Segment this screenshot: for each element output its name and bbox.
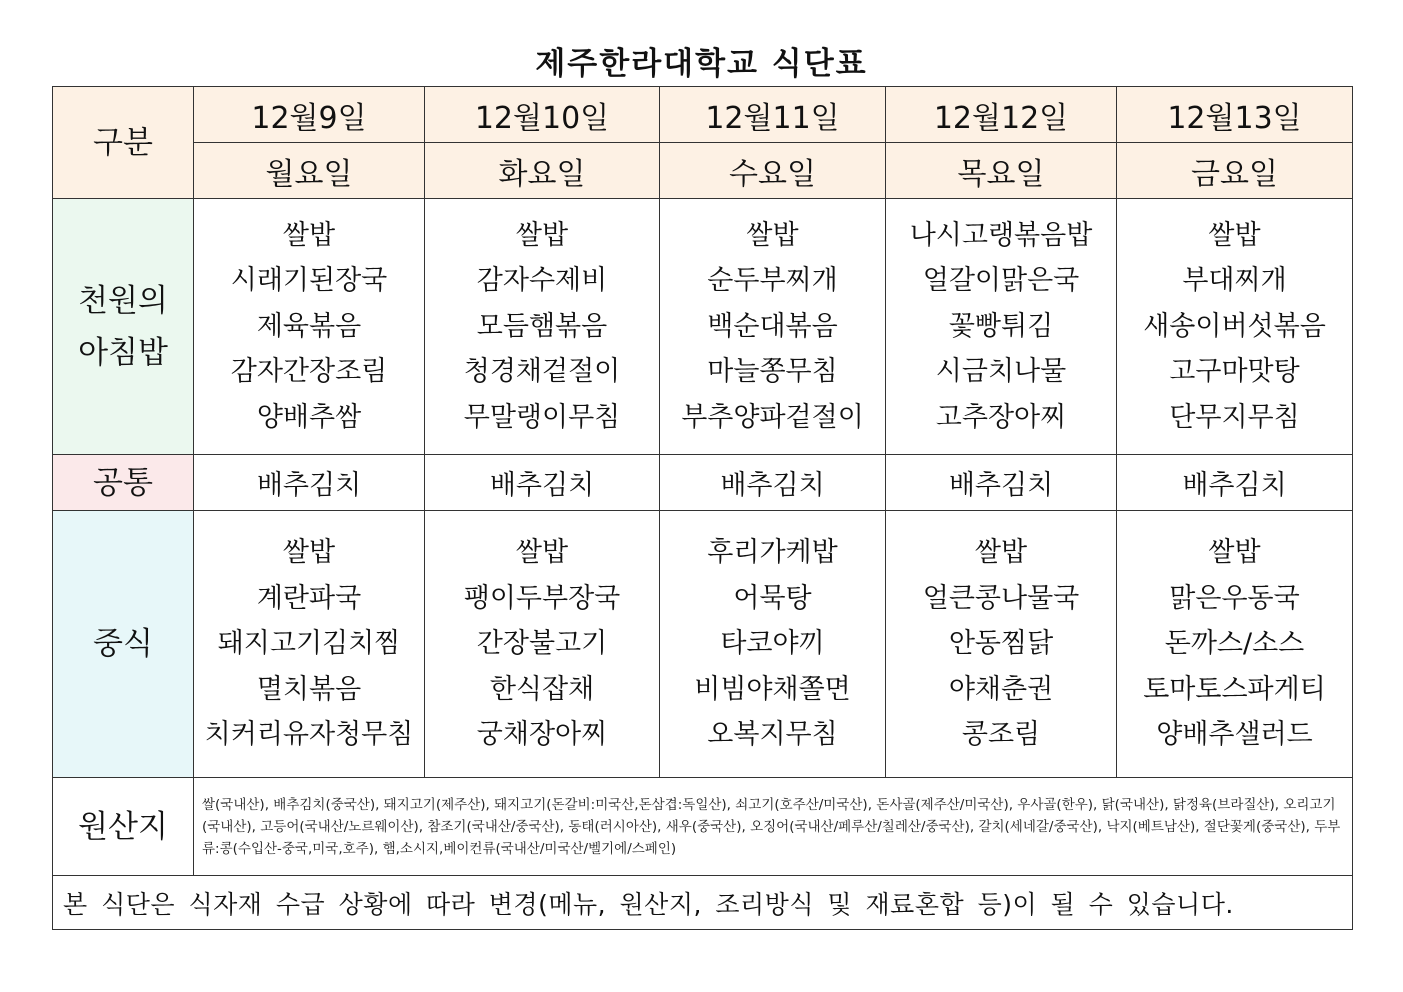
weekday-fri: 금요일 — [1117, 143, 1353, 199]
dish-item: 팽이두부장국 — [463, 582, 621, 614]
dish-item: 쌀밥 — [282, 219, 336, 251]
dish-item: 얼큰콩나물국 — [922, 582, 1080, 614]
common-row — [53, 455, 1353, 511]
dish-item: 새송이버섯볶음 — [1143, 310, 1326, 342]
breakfast-row — [53, 199, 1353, 455]
dish-list — [886, 530, 1116, 758]
weekday-row — [53, 143, 1353, 199]
date-thu: 12월12일 — [886, 87, 1117, 143]
dish-item: 한식잡채 — [489, 673, 595, 705]
dish-item: 콩조림 — [961, 719, 1041, 751]
notice-row — [53, 876, 1353, 930]
dish-list — [425, 530, 659, 758]
date-row — [53, 87, 1353, 143]
dish-item: 나시고랭볶음밥 — [909, 219, 1093, 251]
breakfast-wed — [660, 199, 886, 455]
dish-item: 부추양파겉절이 — [681, 401, 864, 433]
dish-item: 쌀밥 — [746, 219, 799, 251]
dish-item: 후리가케밥 — [707, 537, 838, 569]
dish-item: 부대찌개 — [1182, 265, 1287, 297]
dish-list — [886, 213, 1116, 441]
origin-label: 원산지 — [53, 778, 194, 876]
dish-item: 고구마맛탕 — [1169, 356, 1300, 388]
date-tue: 12월10일 — [425, 87, 660, 143]
dish-list — [194, 530, 424, 758]
page-title: 제주한라대학교 식단표 — [535, 46, 868, 82]
category-label: 구분 — [53, 87, 194, 199]
weekday-tue: 화요일 — [425, 143, 660, 199]
dish-item: 토마토스파게티 — [1143, 673, 1326, 705]
dish-item: 쌀밥 — [974, 537, 1028, 569]
dish-item: 얼갈이맑은국 — [922, 265, 1080, 297]
lunch-mon — [194, 511, 425, 778]
dish-list — [425, 213, 659, 441]
breakfast-label-line2: 아침밥 — [78, 334, 168, 371]
menu-table — [52, 86, 1353, 930]
dish-item: 돈까스/소스 — [1164, 628, 1305, 660]
weekday-wed: 수요일 — [660, 143, 886, 199]
dish-item: 쌀밥 — [1208, 537, 1261, 569]
dish-item: 양배추쌈 — [256, 401, 362, 433]
common-fri: 배추김치 — [1117, 455, 1353, 511]
dish-item: 쌀밥 — [515, 537, 569, 569]
breakfast-fri — [1117, 199, 1353, 455]
dish-item: 백순대볶음 — [707, 310, 838, 342]
date-mon: 12월9일 — [194, 87, 425, 143]
dish-item: 감자간장조림 — [230, 356, 388, 388]
dish-item: 마늘쫑무침 — [707, 356, 838, 388]
dish-item: 무말랭이무침 — [463, 401, 621, 433]
origin-row — [53, 778, 1353, 876]
dish-item: 오복지무침 — [707, 719, 838, 751]
dish-list — [1117, 213, 1352, 441]
breakfast-label — [53, 199, 194, 455]
breakfast-label-line1: 천원의 — [78, 282, 168, 319]
dish-item: 제육볶음 — [256, 310, 362, 342]
common-tue: 배추김치 — [425, 455, 660, 511]
dish-item: 양배추샐러드 — [1156, 719, 1313, 751]
dish-list — [660, 213, 885, 441]
breakfast-mon — [194, 199, 425, 455]
dish-item: 맑은우동국 — [1169, 582, 1300, 614]
dish-item: 청경채겉절이 — [463, 356, 621, 388]
dish-item: 감자수제비 — [476, 265, 608, 297]
dish-item: 단무지무침 — [1169, 401, 1300, 433]
dish-item: 타코야끼 — [720, 628, 825, 660]
dish-item: 멸치볶음 — [256, 673, 362, 705]
dish-item: 어묵탕 — [733, 582, 812, 614]
origin-text: 쌀(국내산), 배추김치(중국산), 돼지고기(제주산), 돼지고기(돈갈비:미국산,돈삼겹:독일산), 쇠고기(호주산/미국산), 돈사골(제주산/미국산), 우사골(한우), 닭(국내산), 닭정육(브라질산), 오리고기(국내산), 고등어(국내산/노르웨이산), 참조기(국내산/중국산), 동태(러시아산), 새우(중국산), 오징어(국내산/페루산/칠레산/중국산), 갈치(세네갈/중국산), 낙지(베트남산), 절단꽃게(중국산), 두부류:콩(수입산-중국,미국,호주), 햄,소시지,베이컨류(국내산/미국산/벨기에/스페인) — [194, 778, 1353, 876]
dish-item: 간장불고기 — [476, 628, 608, 660]
common-thu: 배추김치 — [886, 455, 1117, 511]
dish-item: 비빔야채쫄면 — [694, 673, 851, 705]
dish-list — [194, 213, 424, 441]
notice-text: 본 식단은 식자재 수급 상황에 따라 변경(메뉴, 원산지, 조리방식 및 재료혼합 등)이 될 수 있습니다. — [53, 876, 1353, 930]
weekday-thu: 목요일 — [886, 143, 1117, 199]
breakfast-tue — [425, 199, 660, 455]
breakfast-thu — [886, 199, 1117, 455]
common-mon: 배추김치 — [194, 455, 425, 511]
lunch-thu — [886, 511, 1117, 778]
dish-item: 야채춘권 — [948, 673, 1054, 705]
lunch-row — [53, 511, 1353, 778]
dish-item: 순두부찌개 — [707, 265, 838, 297]
dish-list — [660, 530, 885, 758]
lunch-wed — [660, 511, 886, 778]
dish-item: 궁채장아찌 — [476, 719, 608, 751]
dish-list — [1117, 530, 1352, 758]
common-wed: 배추김치 — [660, 455, 886, 511]
lunch-label: 중식 — [53, 511, 194, 778]
dish-item: 쌀밥 — [515, 219, 569, 251]
date-wed: 12월11일 — [660, 87, 886, 143]
weekday-mon: 월요일 — [194, 143, 425, 199]
dish-item: 시금치나물 — [935, 356, 1067, 388]
dish-item: 안동찜닭 — [948, 628, 1054, 660]
dish-item: 돼지고기김치찜 — [217, 628, 401, 660]
date-fri: 12월13일 — [1117, 87, 1353, 143]
lunch-fri — [1117, 511, 1353, 778]
dish-item: 꽃빵튀김 — [948, 310, 1054, 342]
lunch-tue — [425, 511, 660, 778]
dish-item: 치커리유자청무침 — [204, 719, 414, 751]
dish-item: 시래기된장국 — [230, 265, 388, 297]
dish-item: 쌀밥 — [1208, 219, 1261, 251]
common-label: 공통 — [53, 455, 194, 511]
dish-item: 쌀밥 — [282, 537, 336, 569]
dish-item: 모듬햄볶음 — [476, 310, 608, 342]
dish-item: 계란파국 — [256, 582, 362, 614]
dish-item: 고추장아찌 — [935, 401, 1067, 433]
